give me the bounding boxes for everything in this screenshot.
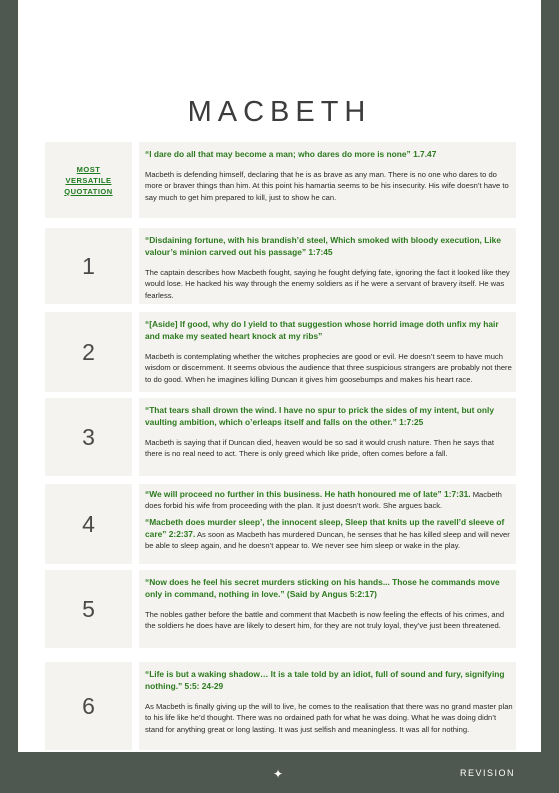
sparkle-icon: ✦ xyxy=(273,767,284,781)
row-number: 4 xyxy=(45,484,132,564)
quote-row-6 xyxy=(45,662,516,750)
row-number: 2 xyxy=(45,312,132,392)
quote-text-box xyxy=(139,228,516,304)
row-number: 6 xyxy=(45,662,132,750)
quote-row-5 xyxy=(45,570,516,648)
analysis-text: Macbeth is saying that if Duncan died, heaven would be so sad it would crush nature. Then he says that there is no real need to act. There is only greed which like pride, often comes before a fall. xyxy=(145,438,494,459)
quote-row-1 xyxy=(45,228,516,304)
quote-line: “That tears shall drown the wind. I have no spur to prick the sides of my intent, but only vaulting ambition, which o’erleaps itself and falls on the other.” 1:7:25 xyxy=(145,405,495,427)
quote-line: “Now does he feel his secret murders sticking on his hands... Those he commands move only in command, nothing in love.” (Said by Angus 5:2:17) xyxy=(145,577,500,599)
page-title: MACBETH xyxy=(187,96,372,128)
analysis-text: The nobles gather before the battle and comment that Macbeth is now feeling the effects of his crimes, and the soldiers he does have are likely to desert him, for they are not truly loyal, they’ve just been threatened. xyxy=(145,610,505,631)
row-number: 1 xyxy=(45,228,132,304)
quote-row-3 xyxy=(45,398,516,476)
quote-text-box xyxy=(139,398,516,476)
document-page xyxy=(18,0,541,752)
quote-text-box xyxy=(139,484,516,564)
quote-line: “Life is but a waking shadow… It is a tale told by an idiot, full of sound and fury, signifying nothing.” 5:5: 24-29 xyxy=(145,669,505,691)
quote-text-box xyxy=(139,142,516,218)
row-number: 5 xyxy=(45,570,132,648)
quote-row-4 xyxy=(45,484,516,564)
quote-text-box xyxy=(139,312,516,392)
analysis-text: Macbeth is defending himself, declaring that he is as brave as any man. There is no one who dares to do more or braver things than him. At this point his hamartia seems to be his insecurity. His wife doesn’t have to say much to get him prepared to kill, just to show he can. xyxy=(145,170,509,202)
row-number: 3 xyxy=(45,398,132,476)
featured-label-box xyxy=(45,142,132,218)
quote-row-featured xyxy=(45,142,516,218)
quote-line: “I dare do all that may become a man; who dares do more is none” 1.7.47 xyxy=(145,149,437,159)
quote-line: “[Aside] If good, why do I yield to that suggestion whose horrid image doth unfix my hair and make my seated heart knock at my ribs” xyxy=(145,319,499,341)
footer-label: REVISION xyxy=(459,768,515,778)
quote-text-box xyxy=(139,662,516,750)
featured-label: MOST VERSATILE QUOTATION xyxy=(64,164,113,196)
analysis-text: The captain describes how Macbeth fought, saying he fought defying fate, ignoring the fact it looked like they would lose. He hacked his way through the enemy soldiers as if he were a servant of bravery itself. He was fearless. xyxy=(145,268,510,300)
quote-line: “Disdaining fortune, with his brandish’d steel, Which smoked with bloody execution, Like valour’s minion carved out his passage” 1:7:45 xyxy=(145,235,501,257)
quote-text-box xyxy=(139,570,516,648)
quote-row-2 xyxy=(45,312,516,392)
quote-paragraph-2: “Macbeth does murder sleep’, the innocent sleep, Sleep that knits up the ravell’d sleeve of care” 2:2:37. As soon as Macbeth has murdered Duncan, he senses that he has killed sleep and will never be able to sleep again, and he doesn’t appear to. We never see him sleep or wake in the play. xyxy=(145,516,510,551)
analysis-text: As Macbeth is finally giving up the will to live, he comes to the realisation that there was no grand master plan to his life like he’d thought. There was no ordained path for what he was doing. What he was doing didn’t stand for anything great or long lasting. It was just selfish and meaningless. It was all for nothing. xyxy=(145,702,513,734)
quote-paragraph-1: “We will proceed no further in this business. He hath honoured me of late” 1:7:31. Macbeth does forbid his wife from proceeding with the plan. It just doesn’t work. She argues back. xyxy=(145,489,502,511)
analysis-text: Macbeth is contemplating whether the witches prophecies are good or evil. He doesn’t seem to have much wisdom or discernment. It seems obvious the audience that three suspicious strangers are probably not there to do good. When he imagines killing Duncan it gives him goosebumps and makes his heart race. xyxy=(145,352,512,384)
